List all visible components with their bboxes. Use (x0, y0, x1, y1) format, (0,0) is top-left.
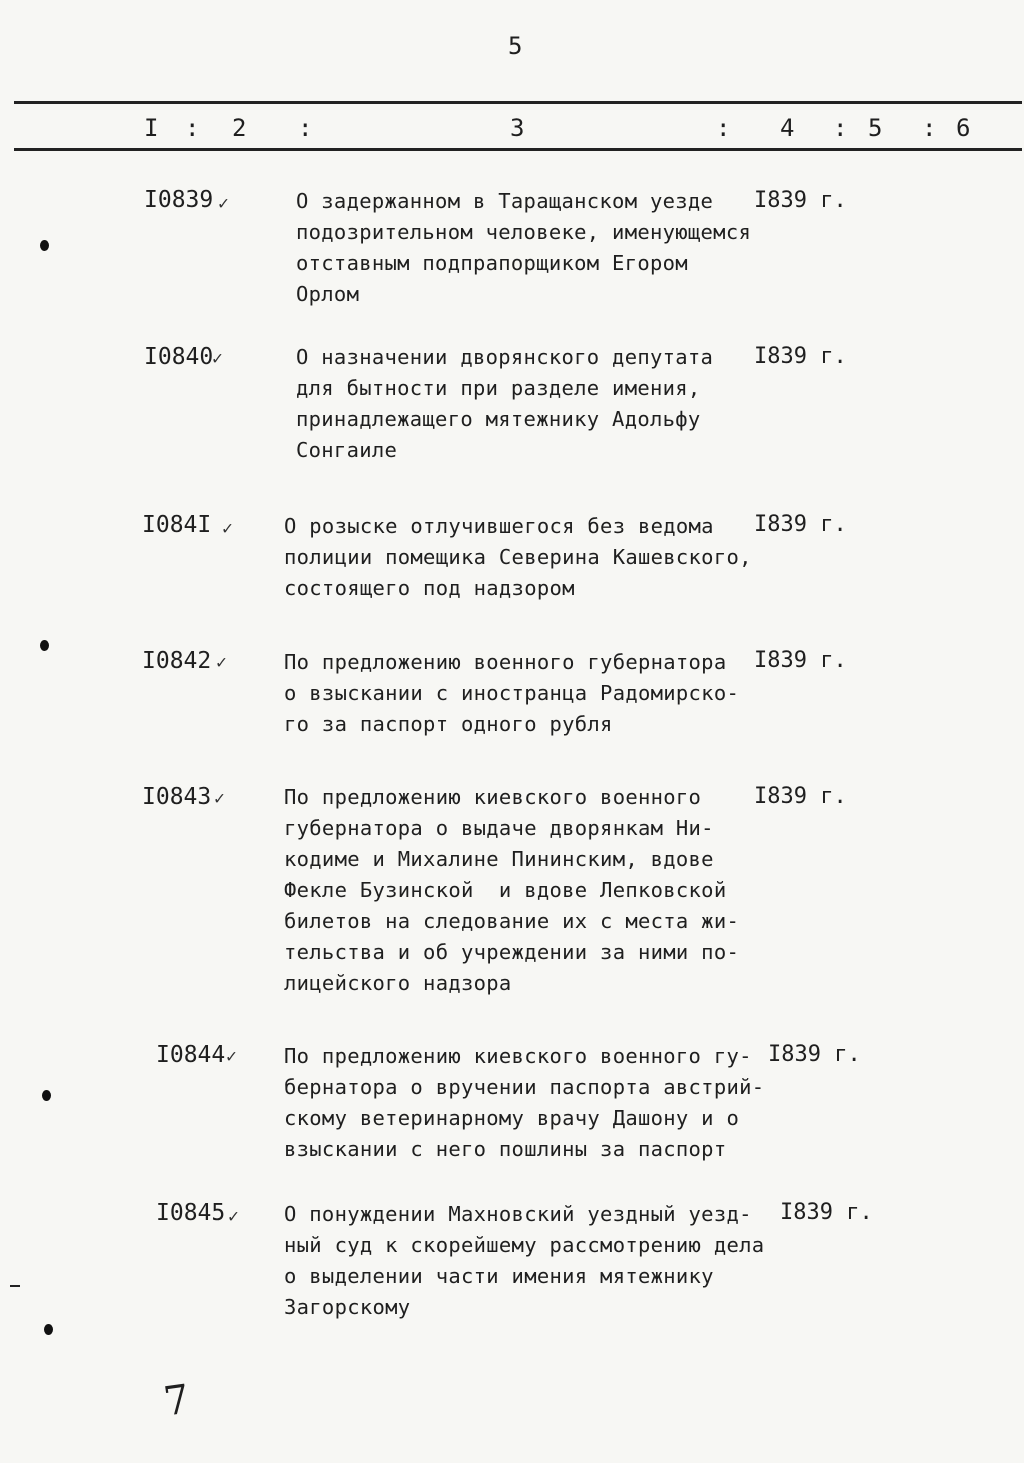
page-number: 5 (508, 32, 524, 60)
check-mark-icon: ✓ (228, 1206, 239, 1227)
column-header-6: 6 (956, 114, 971, 142)
sheet-number-mark: 7 (160, 1376, 193, 1426)
entry-text: О понуждении Махновский уездный уезд- ный суд к скорейшему рассмотрению дела о выделении части имения мятежнику Загорскому (284, 1202, 765, 1319)
check-mark-icon: ✓ (216, 652, 227, 673)
punch-hole (40, 640, 49, 651)
check-mark-icon: ✓ (214, 788, 225, 809)
entry-number: I0840 (144, 344, 214, 370)
entry-text: По предложению киевского военного губернатора о выдаче дворянкам Ни- кодиме и Михалине Пининским, вдове Фекле Бузинской и вдове Лепковской билетов на следование их с места жи- тельства и об учреждении за ними по- лицейского надзора (284, 785, 740, 995)
column-header-1: I (144, 114, 159, 142)
entry-text: О назначении дворянского депутата для бытности при разделе имения, принадлежащего мятежнику Адольфу Сонгаиле (296, 345, 714, 462)
check-mark-icon: ✓ (222, 518, 233, 539)
entry-year: I839 г. (780, 1200, 873, 1225)
entry-year: I839 г. (754, 188, 847, 213)
column-separator: : (298, 114, 313, 142)
entry-year: I839 г. (768, 1042, 861, 1067)
entry-number: I0842 (142, 648, 212, 674)
column-separator: : (922, 114, 937, 142)
column-header-2: 2 (232, 114, 247, 142)
check-mark-icon: ✓ (218, 193, 229, 214)
entry-number: I0845 (156, 1200, 226, 1226)
column-separator: : (833, 114, 848, 142)
entry-text: По предложению военного губернатора о взыскании с иностранца Радомирско- го за паспорт одного рубля (284, 650, 740, 736)
punch-hole (42, 1090, 51, 1101)
margin-dash (10, 1285, 20, 1287)
entry-number: I0844 (156, 1042, 226, 1068)
table-header-rule (14, 148, 1022, 151)
entry-number: I0839 (144, 187, 214, 213)
check-mark-icon: ✓ (212, 348, 223, 369)
entry-text: О задержанном в Таращанском уезде подозрительном человеке, именующемся отставным подпрапорщиком Егором Орлом (296, 189, 752, 306)
check-mark-icon: ✓ (226, 1046, 237, 1067)
entry-year: I839 г. (754, 512, 847, 537)
column-header-5: 5 (868, 114, 883, 142)
table-top-rule (14, 101, 1022, 104)
entry-text: По предложению киевского военного гу- бернатора о вручении паспорта австрий- скому ветеринарному врачу Дашону и о взыскании с него пошлины за паспорт (284, 1044, 765, 1161)
punch-hole (44, 1324, 53, 1335)
entry-text: О розыске отлучившегося без ведома полиции помещика Северина Кашевского, состоящего под надзором (284, 514, 752, 600)
entry-year: I839 г. (754, 784, 847, 809)
column-separator: : (185, 114, 200, 142)
punch-hole (40, 240, 49, 251)
entry-number: I084I (142, 512, 212, 538)
entry-number: I0843 (142, 784, 212, 810)
column-separator: : (716, 114, 731, 142)
column-header-4: 4 (780, 114, 795, 142)
entry-year: I839 г. (754, 344, 847, 369)
entry-year: I839 г. (754, 648, 847, 673)
column-header-3: 3 (510, 114, 525, 142)
